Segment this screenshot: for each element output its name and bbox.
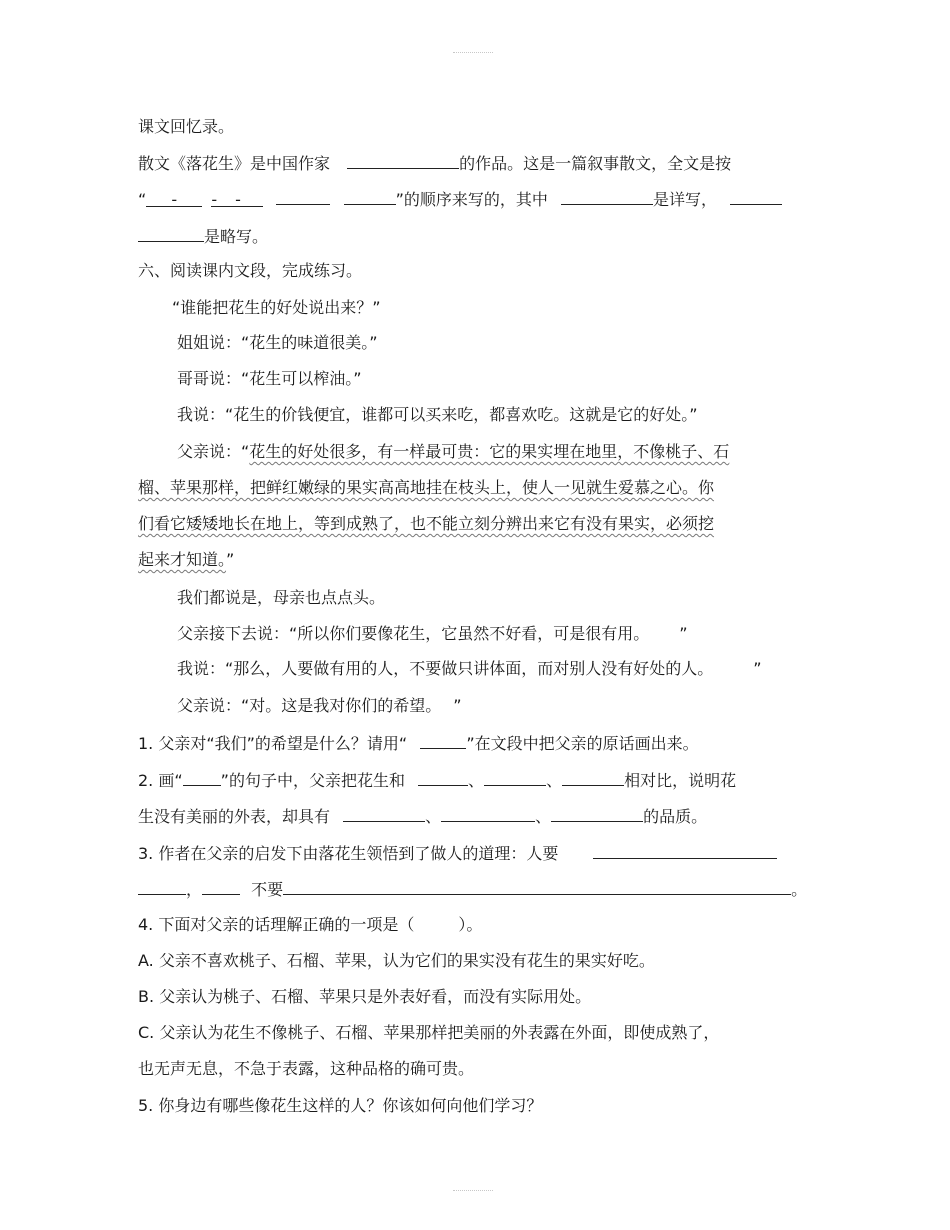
question-4	[138, 914, 482, 936]
quote-open: “	[138, 190, 147, 209]
fill-text: 是详写，	[652, 190, 717, 209]
passage-line	[177, 695, 462, 717]
passage-text: 我说：“花生的价钱便宜，谁都可以买来吃，都喜欢吃。这就是它的好处。”	[177, 405, 698, 424]
passage-text: 父亲接下去说：“所以你们要像花生，它虽然不好看，可是很有用。	[177, 624, 650, 643]
blank-q2-mark[interactable]	[183, 768, 221, 786]
blank-detail[interactable]	[561, 187, 653, 205]
passage-text: 哥哥说：“花生可以榨油。”	[177, 369, 362, 388]
passage-line	[177, 658, 762, 680]
question-text: 2. 画“	[138, 771, 183, 790]
question-text: 5. 你身边有哪些像花生这样的人？你该如何向他们学习？	[138, 1096, 543, 1115]
question-text: 。	[791, 880, 808, 899]
option-b[interactable]	[138, 986, 591, 1008]
intro-line	[138, 116, 234, 138]
passage-line	[138, 549, 234, 571]
passage-text: 姐姐说：“花生的味道很美。”	[177, 333, 378, 352]
blank-q3-1[interactable]	[593, 841, 777, 859]
question-text: ”在文段中把父亲的原话画出来。	[466, 734, 699, 753]
section-title: 六、阅读课内文段，完成练习。	[138, 261, 363, 280]
blank-q2-1[interactable]	[418, 768, 468, 786]
fill-line-2	[138, 187, 782, 211]
question-text: 4. 下面对父亲的话理解正确的一项是（	[138, 915, 415, 934]
wavy-underlined-text: 们看它矮矮地长在地上，等到成熟了，也不能立刻分辨出来它有没有果实，必须挖	[138, 514, 715, 533]
passage-line	[177, 587, 385, 609]
question-text: 3. 作者在父亲的启发下由落花生领悟到了做人的道理：人要	[138, 844, 559, 863]
question-text: 生没有美丽的外表，却具有	[138, 807, 331, 826]
passage-line	[177, 404, 698, 426]
question-text: 、	[468, 771, 485, 790]
wavy-underlined-text: 起来才知道。	[138, 550, 227, 569]
option-text: A. 父亲不喜欢桃子、石榴、苹果，认为它们的果实没有花生的果实好吃。	[138, 951, 655, 970]
question-5	[138, 1095, 542, 1117]
passage-text: 父亲说：“	[177, 442, 250, 461]
passage-line	[177, 332, 378, 354]
passage-text: ”	[753, 659, 762, 678]
passage-text: 我说：“那么，人要做有用的人，不要做只讲体面，而对别人没有好处的人。	[177, 659, 714, 678]
blank-q2-2[interactable]	[484, 768, 546, 786]
header-mark	[453, 52, 493, 53]
blank-q2-quality-3[interactable]	[551, 804, 643, 822]
fill-line-3	[138, 224, 268, 248]
question-text: 、	[535, 807, 552, 826]
question-text: 相对比，说明花	[624, 771, 737, 790]
wavy-underlined-text: 榴、苹果那样，把鲜红嫩绿的果实高高地挂在枝头上，使人一见就生爱慕之心。你	[138, 478, 715, 497]
blank-q3-4[interactable]	[283, 877, 791, 895]
question-2	[138, 768, 736, 792]
blank-author[interactable]	[347, 151, 459, 169]
passage-line	[177, 368, 362, 390]
option-text: B. 父亲认为桃子、石榴、苹果只是外表好看，而没有实际用处。	[138, 987, 592, 1006]
blank-seq-4[interactable]	[344, 187, 396, 205]
blank-brief-a[interactable]	[730, 187, 782, 205]
section-heading	[138, 260, 362, 282]
option-text: 也无声无息，不急于表露，这种品格的确可贵。	[138, 1059, 475, 1078]
passage-text: “谁能把花生的好处说出来？”	[172, 298, 381, 317]
footer-mark	[453, 1190, 493, 1191]
dash: -	[171, 190, 178, 209]
blank-q2-quality-2[interactable]	[441, 804, 535, 822]
fill-text: 散文《落花生》是中国作家	[138, 154, 331, 173]
blank-brief-b[interactable]	[138, 224, 204, 242]
blank-seq-3[interactable]	[276, 187, 330, 205]
question-2-cont	[138, 804, 707, 828]
blank-seq-1[interactable]	[146, 189, 202, 207]
question-text: ，	[186, 880, 203, 899]
fill-text: 是略写。	[204, 227, 269, 246]
blank-q3-2[interactable]	[138, 877, 186, 895]
blank-q3-3[interactable]	[202, 877, 240, 895]
question-text: ”的句子中，父亲把花生和	[220, 771, 405, 790]
dash: -	[235, 190, 241, 209]
intro-text: 课文回忆录。	[138, 117, 235, 136]
passage-line	[138, 477, 714, 499]
blank-seq-2[interactable]	[211, 189, 263, 207]
question-3	[138, 841, 777, 865]
passage-text: ”	[453, 696, 462, 715]
option-a[interactable]	[138, 950, 655, 972]
question-3-cont	[138, 877, 807, 901]
question-text: 不要	[251, 880, 284, 899]
question-text: 1. 父亲对“我们”的希望是什么？请用“	[138, 734, 408, 753]
passage-text: 我们都说是，母亲也点点头。	[177, 588, 386, 607]
option-text: C. 父亲认为花生不像桃子、石榴、苹果那样把美丽的外表露在外面，即使成熟了，	[138, 1023, 720, 1042]
blank-q2-3[interactable]	[562, 768, 624, 786]
passage-text: 父亲说：“对。这是我对你们的希望。	[177, 696, 442, 715]
fill-text: 的作品。这是一篇叙事散文，全文是按	[459, 154, 732, 173]
blank-q2-quality-1[interactable]	[343, 804, 425, 822]
passage-text: ”	[679, 624, 688, 643]
passage-line	[138, 513, 714, 535]
question-text: 、	[425, 807, 442, 826]
fill-line-1	[138, 151, 731, 175]
question-text: ）。	[458, 915, 483, 934]
passage-text: ”	[226, 550, 235, 569]
blank-q1[interactable]	[420, 731, 466, 749]
fill-text: ”的顺序来写的，其中	[395, 190, 548, 209]
question-1	[138, 731, 699, 755]
option-c-cont	[138, 1058, 474, 1080]
wavy-underlined-text: 花生的好处很多，有一样最可贵：它的果实埋在地里，不像桃子、石	[249, 442, 730, 461]
question-text: 的品质。	[643, 807, 708, 826]
passage-line	[177, 623, 688, 645]
passage-line	[172, 297, 381, 319]
dash: -	[211, 190, 218, 209]
passage-line	[177, 441, 729, 463]
question-text: 、	[546, 771, 563, 790]
option-c[interactable]	[138, 1022, 719, 1044]
